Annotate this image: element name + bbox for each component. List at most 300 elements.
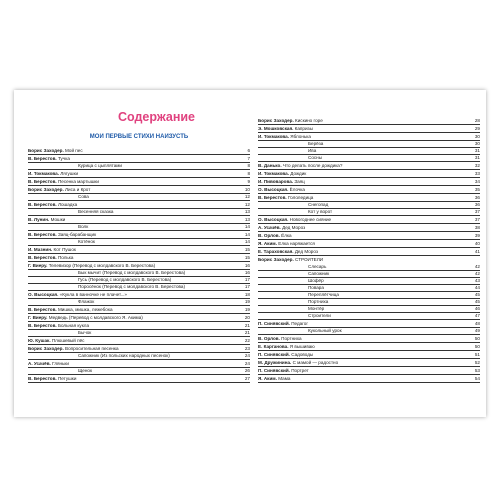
toc-entry bbox=[258, 141, 480, 148]
toc-page-number: 19 bbox=[244, 299, 250, 304]
toc-author: И. Пивоварова. bbox=[258, 179, 294, 184]
toc-entry bbox=[28, 263, 250, 270]
toc-title: Тучка bbox=[56, 156, 70, 161]
toc-title: Петушки bbox=[56, 376, 77, 381]
toc-author: В. Берестов. bbox=[28, 376, 57, 381]
toc-entry-text bbox=[258, 368, 309, 373]
toc-page-number: 13 bbox=[244, 217, 250, 222]
toc-author: В. Берестов. bbox=[28, 179, 57, 184]
toc-entry-text bbox=[308, 271, 329, 277]
toc-entry bbox=[28, 171, 250, 178]
toc-page-number: 22 bbox=[244, 338, 250, 343]
toc-title: Мошки bbox=[49, 217, 66, 222]
toc-author: Борис Заходер. bbox=[258, 257, 294, 262]
toc-entry-text bbox=[308, 209, 332, 215]
toc-page-number: 19 bbox=[244, 307, 250, 312]
toc-page-number: 18 bbox=[244, 292, 250, 297]
toc-title: Яблонька bbox=[289, 134, 311, 139]
toc-page-number: 26 bbox=[244, 368, 250, 373]
toc-title: Заяц bbox=[293, 179, 305, 184]
toc-entry-text bbox=[78, 224, 88, 230]
toc-page-number: 14 bbox=[244, 224, 250, 229]
toc-entry bbox=[258, 264, 480, 271]
toc-entry-text bbox=[308, 285, 324, 291]
toc-page-number: 34 bbox=[474, 179, 480, 184]
toc-title: Портниха bbox=[279, 336, 302, 341]
toc-author: В. Берестов. bbox=[28, 232, 57, 237]
toc-title: Портрет bbox=[289, 368, 309, 373]
toc-title: Монтёр bbox=[308, 306, 325, 311]
toc-page-number: 30 bbox=[474, 134, 480, 139]
toc-entry-text bbox=[28, 232, 96, 237]
toc-page-number: 41 bbox=[474, 249, 480, 254]
toc-entry-text bbox=[78, 239, 95, 245]
toc-entry bbox=[258, 376, 480, 383]
toc-page-number: 16 bbox=[244, 263, 250, 268]
toc-author: Борис Заходер. bbox=[28, 148, 64, 153]
toc-entry-text bbox=[308, 148, 316, 154]
toc-entry bbox=[28, 247, 250, 254]
toc-page-number: 37 bbox=[474, 209, 480, 214]
toc-author: Г. Виеру. bbox=[28, 315, 48, 320]
toc-page-number: 29 bbox=[474, 126, 480, 131]
toc-entry bbox=[28, 179, 250, 186]
toc-title: Дед Мороз bbox=[293, 249, 318, 254]
toc-page-number: 16 bbox=[244, 270, 250, 275]
toc-page-number: 36 bbox=[474, 202, 480, 207]
toc-entry bbox=[28, 307, 250, 314]
toc-entry bbox=[258, 163, 480, 170]
toc-author: В. Берестов. bbox=[28, 156, 57, 161]
toc-author: И. Токмакова. bbox=[258, 134, 290, 139]
toc-page-number: 24 bbox=[244, 361, 250, 366]
toc-page-number: 52 bbox=[474, 360, 480, 365]
toc-author: Е. Тараховская. bbox=[258, 249, 294, 254]
toc-entry bbox=[28, 376, 250, 383]
toc-author: И. Мазнин. bbox=[28, 247, 53, 252]
toc-title: Поросёнок (Перевод с молдавского В. Берестова) bbox=[78, 284, 185, 289]
toc-page-number: 30 bbox=[474, 141, 480, 146]
toc-entry-text bbox=[258, 233, 292, 238]
toc-entry bbox=[258, 179, 480, 186]
toc-author: В. Берестов. bbox=[258, 195, 287, 200]
toc-title: Кукольный урок bbox=[308, 328, 342, 333]
toc-entry-text bbox=[28, 376, 76, 381]
toc-title: Шофёр bbox=[308, 278, 324, 283]
toc-entry bbox=[28, 277, 250, 284]
toc-entry-text bbox=[258, 344, 315, 349]
toc-title: Капризы bbox=[293, 126, 313, 131]
toc-entry-text bbox=[258, 171, 306, 176]
toc-author: П. Синявский. bbox=[258, 352, 290, 357]
toc-entry bbox=[28, 361, 250, 368]
toc-author: Борис Заходер. bbox=[258, 118, 294, 123]
toc-title: Весенняя сказка bbox=[78, 209, 114, 214]
toc-title: Курица с цыплятами bbox=[78, 163, 122, 168]
toc-entry-text bbox=[78, 353, 170, 359]
toc-entry bbox=[28, 202, 250, 209]
toc-page-number: 37 bbox=[474, 217, 480, 222]
toc-entry bbox=[28, 209, 250, 216]
toc-entry bbox=[258, 306, 480, 313]
toc-title: Кискино горе bbox=[293, 118, 323, 123]
toc-entry-text bbox=[308, 328, 342, 334]
toc-entry-text bbox=[28, 361, 69, 366]
book-spread bbox=[14, 90, 486, 417]
toc-page-number: 24 bbox=[244, 353, 250, 358]
toc-entry-text bbox=[28, 247, 76, 252]
toc-author: О. Высоцкая. bbox=[28, 292, 59, 297]
toc-page-number: 28 bbox=[474, 118, 480, 123]
toc-author: Борис Заходер. bbox=[28, 346, 64, 351]
toc-title: Берёза bbox=[308, 141, 324, 146]
toc-entry-text bbox=[308, 202, 328, 208]
toc-entry bbox=[28, 224, 250, 231]
toc-page-number: 17 bbox=[244, 277, 250, 282]
toc-title: Ёлка bbox=[279, 233, 292, 238]
toc-entry-text bbox=[258, 195, 313, 200]
toc-entry bbox=[258, 202, 480, 209]
toc-page-number: 17 bbox=[244, 284, 250, 289]
toc-entry bbox=[28, 284, 250, 291]
toc-entry-text bbox=[308, 299, 328, 305]
toc-page-number: 15 bbox=[244, 255, 250, 260]
toc-entry bbox=[28, 330, 250, 337]
toc-title: Заяц-барабанщик bbox=[56, 232, 97, 237]
toc-title: Щенок bbox=[78, 368, 92, 373]
toc-title: Сапожник bbox=[308, 271, 330, 276]
toc-title: Котёнок bbox=[78, 239, 95, 244]
page-title: Содержание bbox=[118, 110, 196, 124]
toc-page-number: 12 bbox=[244, 194, 250, 199]
toc-title: Кот Пушок bbox=[52, 247, 76, 252]
toc-author: Е. Карганова. bbox=[258, 344, 289, 349]
toc-entry bbox=[28, 346, 250, 353]
toc-entry-text bbox=[258, 126, 313, 131]
toc-entry bbox=[28, 194, 250, 201]
toc-entry bbox=[28, 156, 250, 163]
toc-entry bbox=[258, 368, 480, 375]
toc-entry bbox=[258, 328, 480, 335]
toc-title: Больная кукла bbox=[56, 323, 90, 328]
toc-title: Бык мычит (Перевод с молдавского В. Берестова) bbox=[78, 270, 186, 275]
toc-entry bbox=[258, 313, 480, 320]
toc-page-number: 45 bbox=[474, 299, 480, 304]
toc-title: Мишка, мишка, лежебока bbox=[56, 307, 113, 312]
toc-title: Дождик bbox=[289, 171, 307, 176]
toc-page-number: 9 bbox=[247, 179, 250, 184]
toc-author: П. Синявский. bbox=[258, 321, 290, 326]
toc-title: «Кукла в ванночке не плачет...» bbox=[58, 292, 127, 297]
toc-title: Я вышиваю bbox=[288, 344, 315, 349]
toc-title: Новогоднее сияние bbox=[288, 217, 332, 222]
toc-entry-text bbox=[308, 141, 323, 147]
toc-entry-text bbox=[28, 323, 89, 328]
toc-author: Борис Заходер. bbox=[28, 187, 64, 192]
toc-entry bbox=[258, 352, 480, 359]
toc-entry-text bbox=[258, 163, 342, 168]
toc-page-number: 39 bbox=[474, 233, 480, 238]
toc-title: Переплётчица bbox=[308, 292, 339, 297]
toc-entry bbox=[28, 353, 250, 360]
toc-page-number: 48 bbox=[474, 321, 480, 326]
toc-title: Сосны bbox=[308, 155, 323, 160]
toc-page-number: 54 bbox=[474, 376, 480, 381]
toc-page-number: 8 bbox=[247, 171, 250, 176]
toc-author: И. Токмакова. bbox=[28, 171, 60, 176]
toc-entry bbox=[258, 278, 480, 285]
toc-author: Я. Аким. bbox=[258, 241, 277, 246]
toc-author: В. Лунин. bbox=[28, 217, 50, 222]
toc-title: Гусь (Перевод с молдавского В. Берестова) bbox=[78, 277, 172, 282]
toc-entry-text bbox=[258, 257, 323, 262]
toc-title: Садоводы bbox=[289, 352, 314, 357]
toc-author: А. Усачёв. bbox=[28, 361, 51, 366]
toc-title: Снегопад bbox=[308, 202, 329, 207]
toc-entry-text bbox=[308, 278, 324, 284]
toc-entry bbox=[258, 249, 480, 256]
toc-page-number: 36 bbox=[474, 195, 480, 200]
toc-page-number: 6 bbox=[247, 148, 250, 153]
toc-author: А. Усачёв. bbox=[258, 225, 281, 230]
toc-author: О. Высоцкая. bbox=[258, 217, 289, 222]
toc-title: Слесарь bbox=[308, 264, 327, 269]
toc-entry bbox=[28, 323, 250, 330]
toc-page-number: 42 bbox=[474, 264, 480, 269]
toc-entry bbox=[28, 232, 250, 239]
toc-author: Ю. Кушак. bbox=[28, 338, 51, 343]
toc-title: Ива bbox=[308, 148, 317, 153]
toc-page-number: 14 bbox=[244, 232, 250, 237]
toc-page-number: 45 bbox=[474, 292, 480, 297]
toc-entry-text bbox=[258, 134, 311, 139]
toc-title: Повара bbox=[308, 285, 324, 290]
toc-page-number: 42 bbox=[474, 271, 480, 276]
toc-entry bbox=[28, 368, 250, 375]
toc-entry bbox=[258, 187, 480, 194]
toc-page-number: 21 bbox=[244, 323, 250, 328]
toc-page-number: 7 bbox=[247, 156, 250, 161]
toc-entry-text bbox=[28, 307, 113, 312]
toc-entry-text bbox=[258, 241, 315, 246]
toc-entry-text bbox=[258, 352, 313, 357]
toc-entry-text bbox=[28, 292, 127, 297]
toc-entry bbox=[28, 338, 250, 345]
toc-entry bbox=[28, 315, 250, 322]
toc-author: М. Дружинина. bbox=[258, 360, 292, 365]
toc-author: И. Токмакова. bbox=[258, 171, 290, 176]
toc-entry-text bbox=[308, 155, 322, 161]
toc-entry-text bbox=[78, 194, 89, 200]
toc-entry-text bbox=[78, 163, 122, 169]
toc-page-number: 47 bbox=[474, 313, 480, 318]
toc-title: Песенка мартышки bbox=[56, 179, 99, 184]
toc-entry-text bbox=[258, 336, 302, 341]
toc-author: В. Данько. bbox=[258, 163, 282, 168]
toc-title: Гляньки bbox=[50, 361, 69, 366]
toc-title: Сова bbox=[78, 194, 89, 199]
toc-entry-text bbox=[28, 263, 155, 268]
toc-entry bbox=[28, 217, 250, 224]
toc-title: Елка наряжается bbox=[276, 241, 315, 246]
toc-entry-text bbox=[308, 292, 339, 298]
toc-title: Телевизор (Перевод с молдавского В. Берестова) bbox=[47, 263, 156, 268]
toc-page-number: 50 bbox=[474, 336, 480, 341]
toc-page-number: 44 bbox=[474, 285, 480, 290]
toc-entry bbox=[258, 292, 480, 299]
toc-page-number: 32 bbox=[474, 163, 480, 168]
toc-page-number: 12 bbox=[244, 202, 250, 207]
toc-entry bbox=[258, 321, 480, 328]
toc-page-number: 15 bbox=[244, 247, 250, 252]
toc-author: В. Орлов. bbox=[258, 336, 280, 341]
toc-page-number: 23 bbox=[244, 346, 250, 351]
toc-entry bbox=[28, 187, 250, 194]
toc-entry-text bbox=[28, 315, 143, 320]
toc-title: Мама bbox=[276, 376, 291, 381]
toc-entry-text bbox=[78, 299, 94, 305]
toc-title: Портниха bbox=[308, 299, 329, 304]
toc-page-number: 51 bbox=[474, 352, 480, 357]
toc-author: В. Берестов. bbox=[28, 307, 57, 312]
toc-page-number: 31 bbox=[474, 155, 480, 160]
toc-entry-text bbox=[308, 313, 331, 319]
toc-entry-text bbox=[78, 270, 185, 276]
toc-entry-text bbox=[308, 264, 326, 270]
toc-title: Лягушки bbox=[59, 171, 79, 176]
toc-entry bbox=[258, 257, 480, 263]
toc-title: Полька bbox=[56, 255, 74, 260]
toc-page-number: 31 bbox=[474, 148, 480, 153]
toc-page-number: 53 bbox=[474, 368, 480, 373]
toc-entry bbox=[258, 241, 480, 248]
toc-entry-text bbox=[258, 118, 323, 123]
toc-entry bbox=[28, 239, 250, 246]
toc-entry-text bbox=[78, 277, 171, 283]
toc-entry-text bbox=[258, 249, 318, 254]
toc-title: Что делать после дождика? bbox=[281, 163, 343, 168]
toc-entry-text bbox=[28, 187, 90, 192]
toc-title: Медведь (Перевод с молдавского Я. Акима) bbox=[47, 315, 143, 320]
toc-title: Лошадка bbox=[56, 202, 78, 207]
toc-title: Сапожник (Из польских народных песенок) bbox=[78, 353, 170, 358]
toc-title: Ёлочка bbox=[288, 187, 305, 192]
toc-title: Кот у ворот bbox=[308, 209, 333, 214]
toc-entry bbox=[258, 344, 480, 351]
toc-entry bbox=[258, 285, 480, 292]
toc-entry bbox=[258, 217, 480, 224]
toc-entry bbox=[258, 271, 480, 278]
toc-entry-text bbox=[78, 368, 92, 374]
toc-author: В. Берестов. bbox=[28, 255, 57, 260]
section-title: МОИ ПЕРВЫЕ СТИХИ НАИЗУСТЬ bbox=[89, 134, 189, 140]
toc-entry bbox=[258, 126, 480, 133]
toc-entry-text bbox=[28, 156, 70, 161]
toc-author: В. Берестов. bbox=[28, 323, 57, 328]
toc-author: П. Синявский. bbox=[258, 368, 290, 373]
toc-page-number: 43 bbox=[474, 278, 480, 283]
toc-entry-text bbox=[28, 346, 119, 351]
toc-author: Э. Мошковская. bbox=[258, 126, 294, 131]
toc-entry bbox=[28, 163, 250, 170]
toc-author: В. Берестов. bbox=[28, 202, 57, 207]
toc-author: Г. Виеру. bbox=[28, 263, 48, 268]
toc-page-number: 49 bbox=[474, 328, 480, 333]
toc-page-number: 8 bbox=[247, 163, 250, 168]
toc-entry-text bbox=[258, 179, 305, 184]
toc-title: Плюшевый пёс bbox=[50, 338, 85, 343]
toc-page-number: 38 bbox=[474, 225, 480, 230]
toc-title: Бычок bbox=[78, 330, 92, 335]
toc-entry bbox=[258, 209, 480, 216]
toc-entry bbox=[258, 148, 480, 155]
toc-entry bbox=[258, 134, 480, 141]
toc-page-number: 13 bbox=[244, 209, 250, 214]
toc-entry-text bbox=[28, 148, 83, 153]
toc-page-number: 14 bbox=[244, 239, 250, 244]
toc-entry bbox=[258, 233, 480, 240]
toc-title: Мой пес bbox=[63, 148, 83, 153]
toc-entry-text bbox=[28, 338, 84, 343]
toc-entry bbox=[28, 148, 250, 155]
toc-entry-text bbox=[28, 255, 73, 260]
toc-title: С мамой — радостно bbox=[291, 360, 339, 365]
toc-entry bbox=[28, 299, 250, 306]
toc-entry bbox=[258, 171, 480, 178]
toc-entry-text bbox=[28, 179, 99, 184]
toc-page-number: 10 bbox=[244, 187, 250, 192]
toc-entry bbox=[28, 270, 250, 277]
toc-page-number: 21 bbox=[244, 330, 250, 335]
toc-title: Гололедица bbox=[286, 195, 314, 200]
toc-entry-text bbox=[258, 321, 308, 326]
toc-entry bbox=[28, 292, 250, 299]
toc-page-number: 27 bbox=[244, 376, 250, 381]
toc-page-number: 50 bbox=[474, 344, 480, 349]
toc-entry-text bbox=[78, 284, 185, 290]
toc-entry bbox=[258, 336, 480, 343]
toc-entry-text bbox=[78, 330, 91, 336]
toc-entry bbox=[258, 299, 480, 306]
toc-title: Вопросительная песенка bbox=[63, 346, 119, 351]
toc-entry-text bbox=[28, 202, 77, 207]
toc-title: Волк bbox=[78, 224, 89, 229]
toc-entry-text bbox=[258, 360, 338, 365]
toc-entry-text bbox=[308, 306, 324, 312]
toc-title: Строители bbox=[308, 313, 331, 318]
toc-entry-text bbox=[258, 187, 305, 192]
toc-entry-text bbox=[28, 171, 78, 176]
toc-author: О. Высоцкая. bbox=[258, 187, 289, 192]
toc-author: Я. Аким. bbox=[258, 376, 277, 381]
toc-page-number: 20 bbox=[244, 315, 250, 320]
toc-entry-text bbox=[258, 225, 305, 230]
toc-page-number: 33 bbox=[474, 171, 480, 176]
toc-entry bbox=[258, 225, 480, 232]
toc-page-number: 46 bbox=[474, 306, 480, 311]
toc-entry-text bbox=[78, 209, 113, 215]
toc-entry bbox=[258, 118, 480, 125]
toc-title: СТРОИТЕЛИ bbox=[293, 257, 324, 262]
toc-entry bbox=[258, 360, 480, 367]
toc-page-number: 35 bbox=[474, 187, 480, 192]
toc-title: Флажок bbox=[78, 299, 95, 304]
toc-entry-text bbox=[28, 217, 65, 222]
toc-entry bbox=[258, 195, 480, 202]
toc-title: Дед Мороз bbox=[280, 225, 306, 230]
toc-author: В. Орлов. bbox=[258, 233, 280, 238]
toc-entry bbox=[258, 155, 480, 162]
